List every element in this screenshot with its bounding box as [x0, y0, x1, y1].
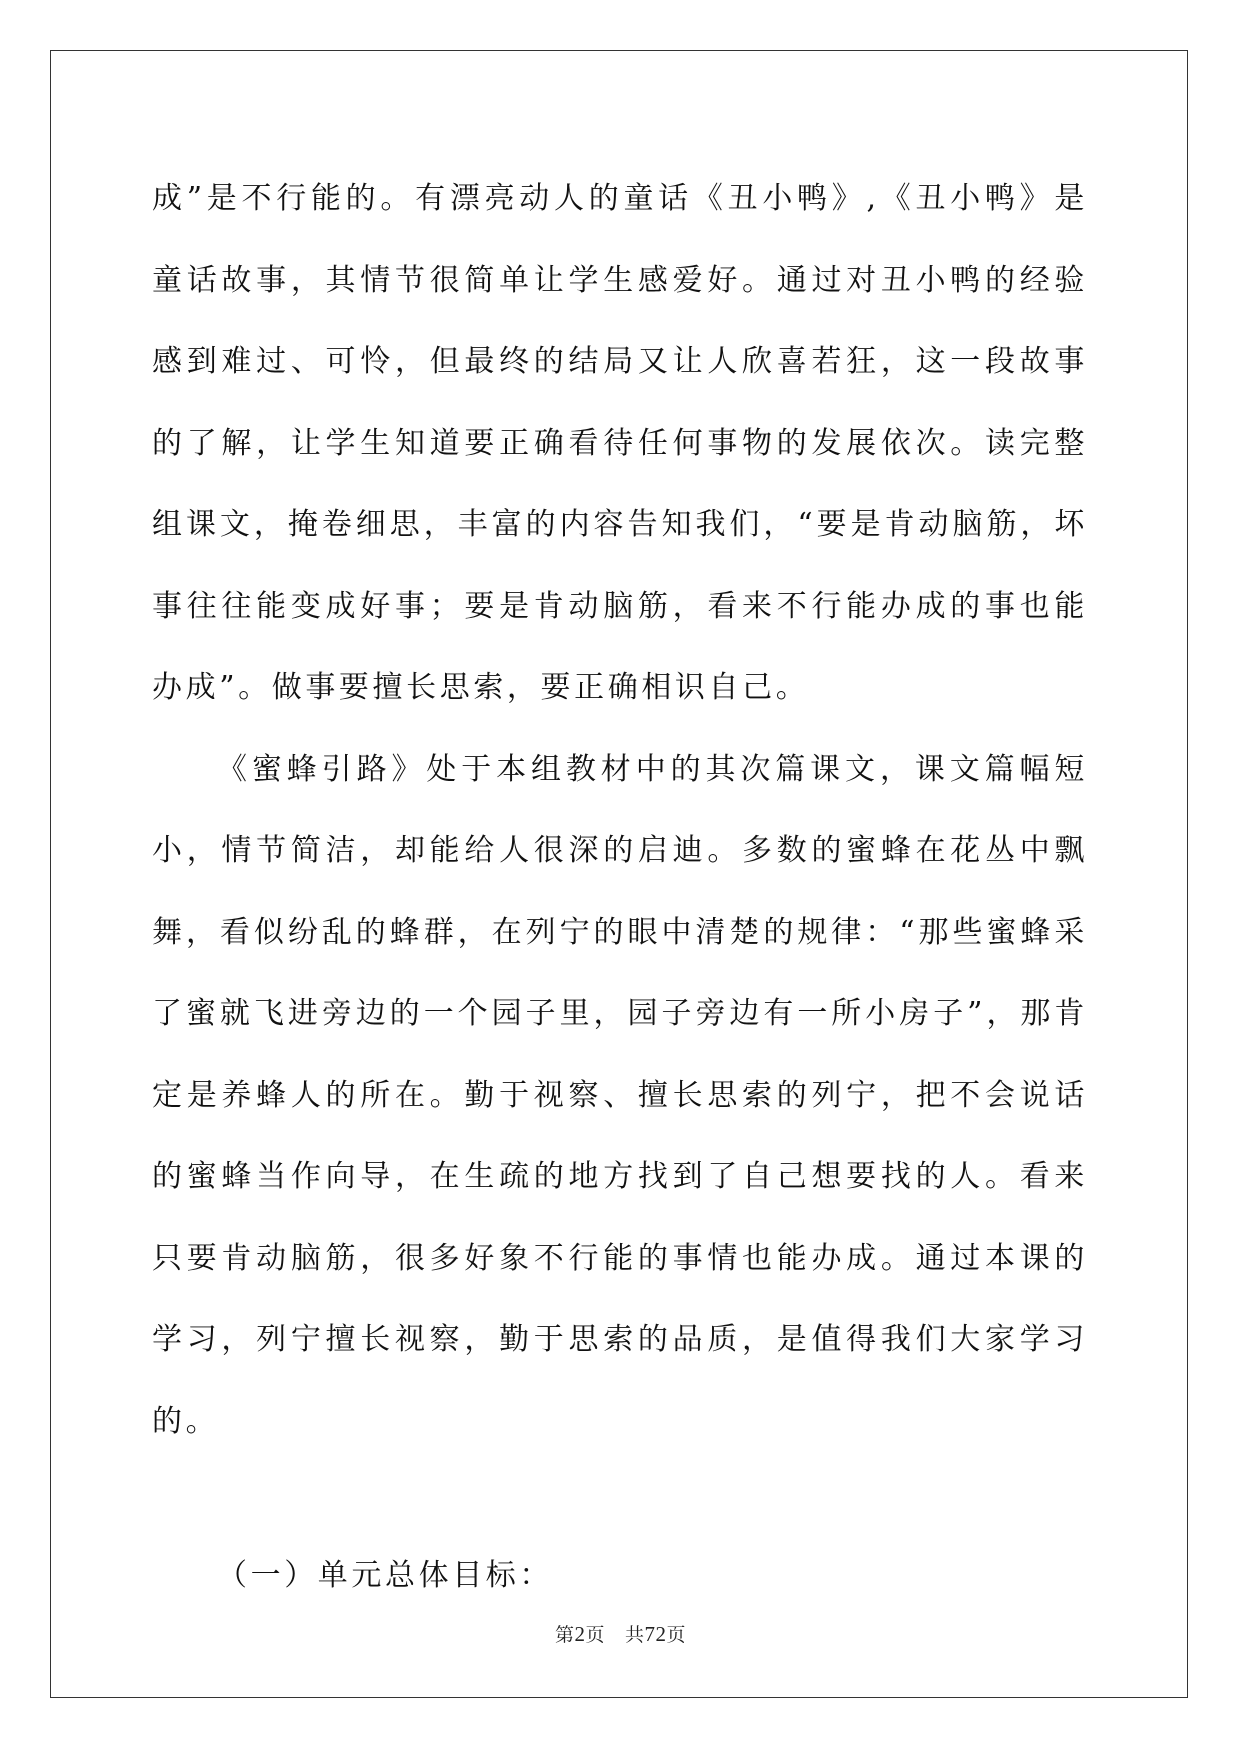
total-pages: 72: [644, 1622, 667, 1646]
section-heading: （一）单元总体目标：: [217, 1558, 553, 1593]
page-suffix: 页: [585, 1624, 605, 1646]
paragraph-2: 《蜜蜂引路》处于本组教材中的其次篇课文，课文篇幅短小，情节简洁，却能给人很深的启迪。多数的蜜蜂在花丛中飘舞，看似纷乱的蜂群，在列宁的眼中清楚的规律：“那些蜜蜂采了蜜就飞进旁边的一个园子里，园子旁边有一所小房子”，那肯定是养蜂人的所在。勤于视察、擅长思索的列宁，把不会说话的蜜蜂当作向导，在生疏的地方找到了自己想要找的人。看来只要肯动脑筋，很多好象不行能的事情也能办成。通过本课的学习，列宁擅长视察，勤于思索的品质，是值得我们大家学习的。: [152, 751, 1088, 1439]
page-prefix: 第: [554, 1624, 575, 1646]
total-suffix: 页: [666, 1624, 687, 1646]
page-number: 2: [574, 1622, 586, 1646]
paragraph-1: 成”是不行能的。有漂亮动人的童话《丑小鸭》,《丑小鸭》是童话故事，其情节很简单让学生感爱好。通过对丑小鸭的经验感到难过、可怜，但最终的结局又让人欣喜若狂，这一段故事的了解，让学生知道要正确看待任何事物的发展依次。读完整组课文，掩卷细思，丰富的内容告知我们，“要是肯动脑筋，坏事往往能变成好事；要是肯动脑筋，看来不行能办成的事也能办成”。做事要擅长思索，要正确相识自己。: [152, 181, 1088, 705]
total-prefix: 共: [625, 1624, 645, 1646]
document-body: [152, 158, 1088, 1617]
page-footer: [0, 1620, 1241, 1647]
